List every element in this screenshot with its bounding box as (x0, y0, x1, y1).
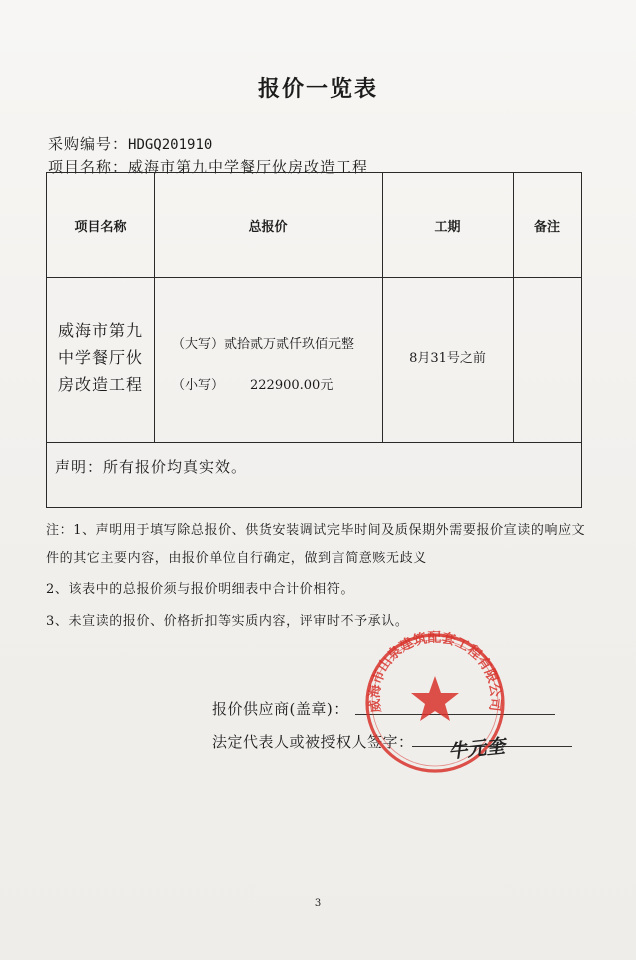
project-name-cell (47, 277, 154, 442)
document-title: 报价一览表 (257, 76, 378, 102)
total-price-cell (154, 277, 382, 442)
page-number: 3 (314, 898, 322, 909)
declaration-text: 声明：所有报价均真实效。 (55, 458, 248, 476)
project-name-line-2: 中学餐厅伙 (57, 348, 143, 367)
header-project-name: 项目名称 (74, 219, 127, 235)
purchase-number-line (48, 133, 212, 154)
project-name-line-3: 房改造工程 (57, 375, 143, 394)
header-period: 工期 (434, 219, 461, 235)
note-line-2: 2、该表中的总报价须与报价明细表中合计价相符。 (46, 582, 355, 597)
remark-cell (513, 277, 581, 442)
representative-signature-label: 法定代表人或被授权人签字： (212, 733, 414, 751)
note-line-1: 注：1、声明用于填写除总报价、供货安装调试完毕时间及质保期外需要报价宣读的响应文 (46, 523, 586, 538)
project-name-label: 项目名称： (48, 158, 129, 176)
project-name-line-1: 威海市第九 (57, 321, 143, 340)
header-remark: 备注 (533, 219, 560, 235)
handwritten-signature: 牛元奎 (447, 735, 507, 763)
note-line-3: 3、未宣读的报价、价格折扣等实质内容，评审时不予承认。 (46, 614, 409, 629)
price-lower-line (172, 374, 333, 393)
price-lower-label: （小写） (172, 378, 225, 393)
price-lower-value: 222900.00元 (250, 378, 334, 393)
purchase-number-value: HDGQ201910 (128, 137, 213, 153)
note-line-1b: 件的其它主要内容，由报价单位自行确定，做到言简意赅无歧义 (46, 551, 427, 566)
supplier-seal-label: 报价供应商(盖章)： (212, 700, 349, 718)
price-upper-line (172, 333, 354, 352)
header-total-price: 总报价 (248, 219, 288, 235)
table-row-divider (47, 442, 581, 443)
seal-arc-text: 威海市山泉建筑配套工程有限公司 (366, 629, 504, 714)
period-cell: 8月31号之前 (409, 351, 486, 366)
purchase-number-label: 采购编号： (48, 135, 129, 153)
price-upper-value: 贰拾贰万贰仟玖佰元整 (224, 337, 355, 352)
project-name-value: 威海市第九中学餐厅伙房改造工程 (128, 158, 369, 176)
price-upper-label: （大写） (172, 337, 225, 352)
quote-table (46, 172, 582, 508)
